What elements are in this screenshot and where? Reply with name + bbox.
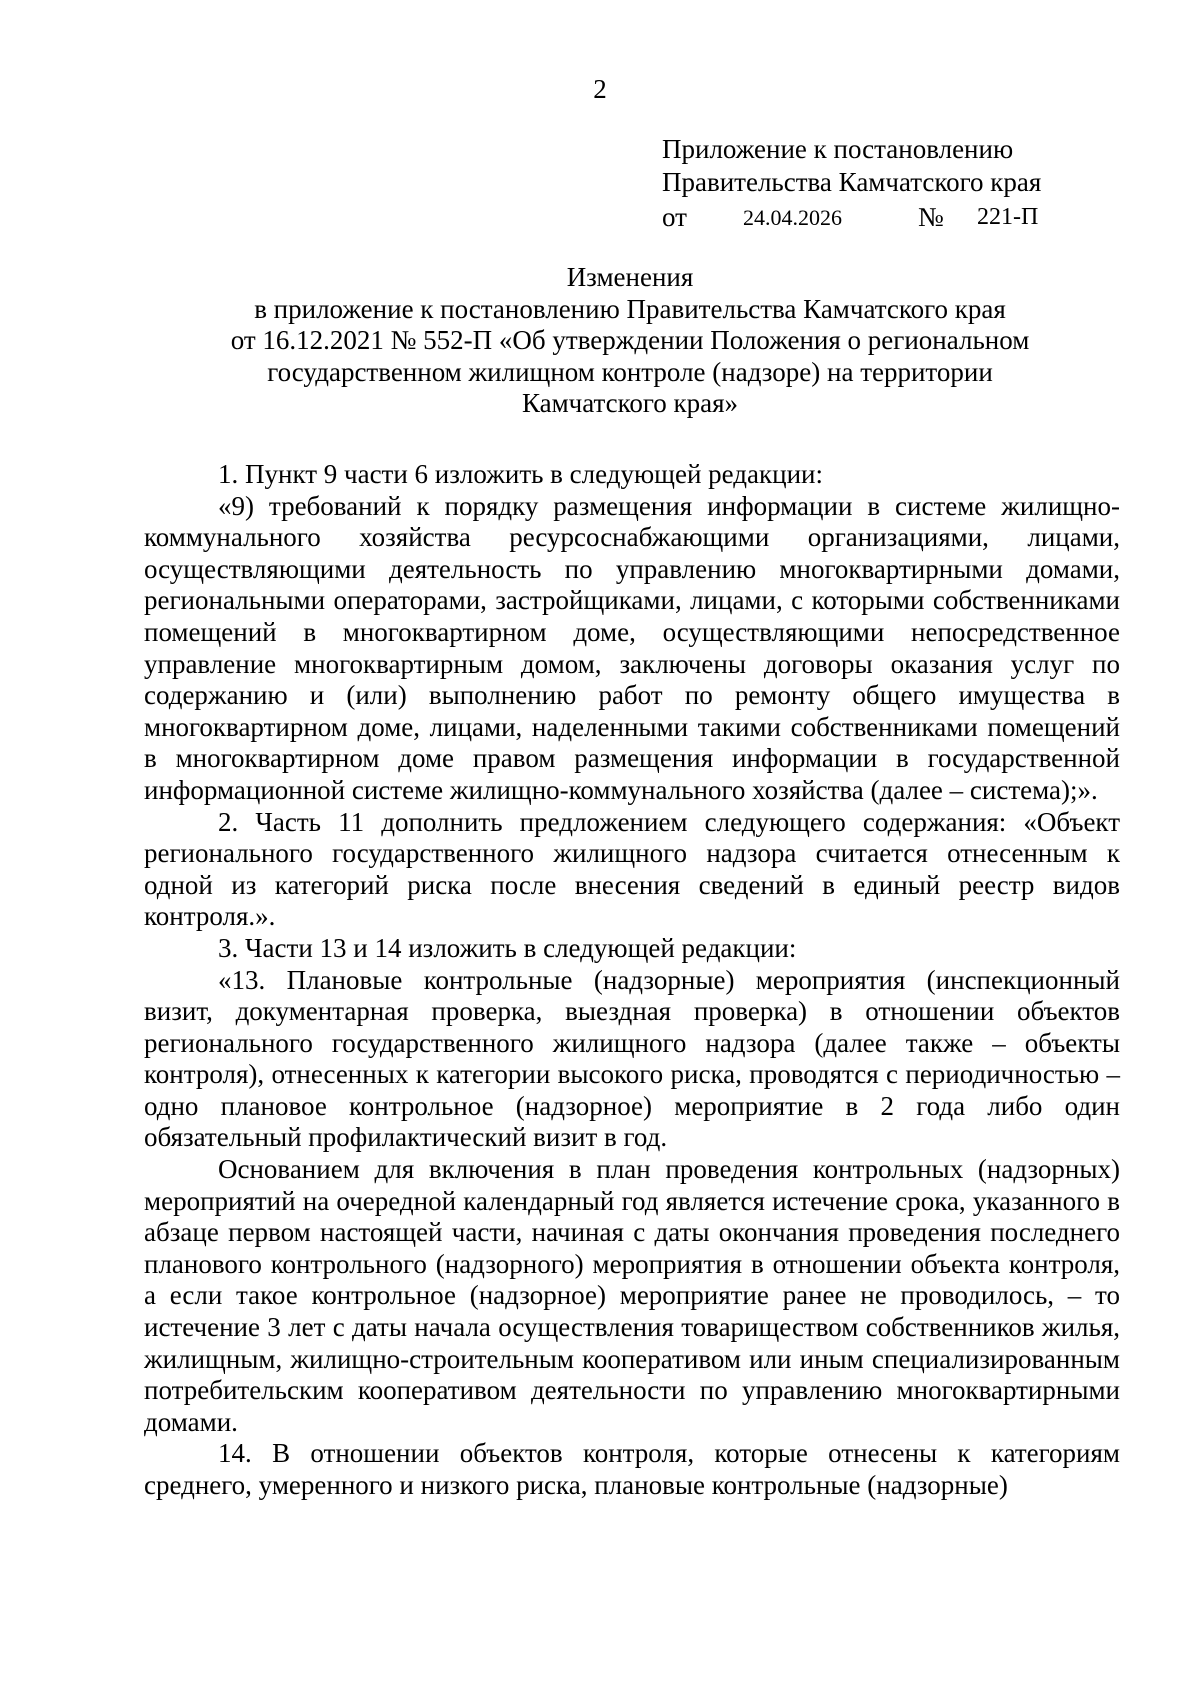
paragraph-part-13-basis: Основанием для включения в план проведения контрольных (надзорных) мероприятий на очередной календарный год является истечение срока, указанного в абзаце первом настоящей части, начиная с даты окончания проведения последнего планового контрольного (надзорного) мероприятия в отношении объекта контроля, а если такое контрольное (надзорное) мероприятие ранее не проводилось, – то истечение 3 лет с даты начала осуществления товариществом собственников жилья, жилищным, жилищно-строительным кооперативом или иным специализированным потребительским кооперативом деятельности по управлению многоквартирными домами. <box>144 1154 1120 1437</box>
from-label: от <box>662 202 687 232</box>
resolution-number: 221-П <box>977 204 1039 230</box>
title-line-5: Камчатского края» <box>521 388 739 418</box>
appendix-line-1: Приложение к постановлению <box>662 134 1014 164</box>
title-line-1: Изменения <box>566 262 694 292</box>
paragraph-item-2: 2. Часть 11 дополнить предложением следующего содержания: «Объект регионального государственного жилищного надзора считается отнесенным к одной из категорий риска после внесения сведений в единый реестр видов контроля.». <box>144 806 1120 932</box>
title-line-2: в приложение к постановлению Правительства Камчатского края <box>254 293 1006 324</box>
document-title <box>140 262 1120 420</box>
title-line-4: государственном жилищном контроле (надзоре) на территории <box>267 356 993 387</box>
paragraph-item-9-text: «9) требований к порядку размещения информации в системе жилищно-коммунального хозяйства ресурсоснабжающими организациями, лицами, осуществляющими деятельность по управлению многоквартирными домами, региональными операторами, застройщиками, лицами, с которыми собственниками помещений в многоквартирном доме, осуществляющими непосредственное управление многоквартирным домом, заключены договоры оказания услуг по содержанию и (или) выполнению работ по ремонту общего имущества в многоквартирном доме, лицами, наделенными такими собственниками помещений в многоквартирном доме правом размещения информации в государственной информационной системе жилищно-коммунального хозяйства (далее – система);». <box>144 490 1120 805</box>
appendix-header <box>662 133 1082 232</box>
paragraph-item-1: 1. Пункт 9 части 6 изложить в следующей редакции: <box>218 459 823 489</box>
paragraph-part-14: 14. В отношении объектов контроля, которые отнесены к категориям среднего, умеренного и низкого риска, плановые контрольные (надзорные) <box>144 1438 1120 1500</box>
number-label: № <box>918 202 944 232</box>
title-line-3: от 16.12.2021 № 552-П «Об утверждении Положения о региональном <box>230 325 1030 355</box>
resolution-date: 24.04.2026 <box>743 205 842 230</box>
paragraph-part-13: «13. Плановые контрольные (надзорные) мероприятия (инспекционный визит, документарная проверка, выездная проверка) в отношении объектов регионального государственного жилищного надзора (далее также – объекты контроля), отнесенных к категории высокого риска, проводятся с периодичностью – одно плановое контрольное (надзорное) мероприятие в 2 года либо один обязательный профилактический визит в год. <box>144 964 1120 1153</box>
page-number: 2 <box>593 74 607 104</box>
paragraph-item-3: 3. Части 13 и 14 изложить в следующей редакции: <box>218 932 797 963</box>
document-body <box>144 459 1120 1502</box>
appendix-line-2: Правительства Камчатского края <box>662 167 1042 197</box>
appendix-reference-line <box>662 199 1082 232</box>
